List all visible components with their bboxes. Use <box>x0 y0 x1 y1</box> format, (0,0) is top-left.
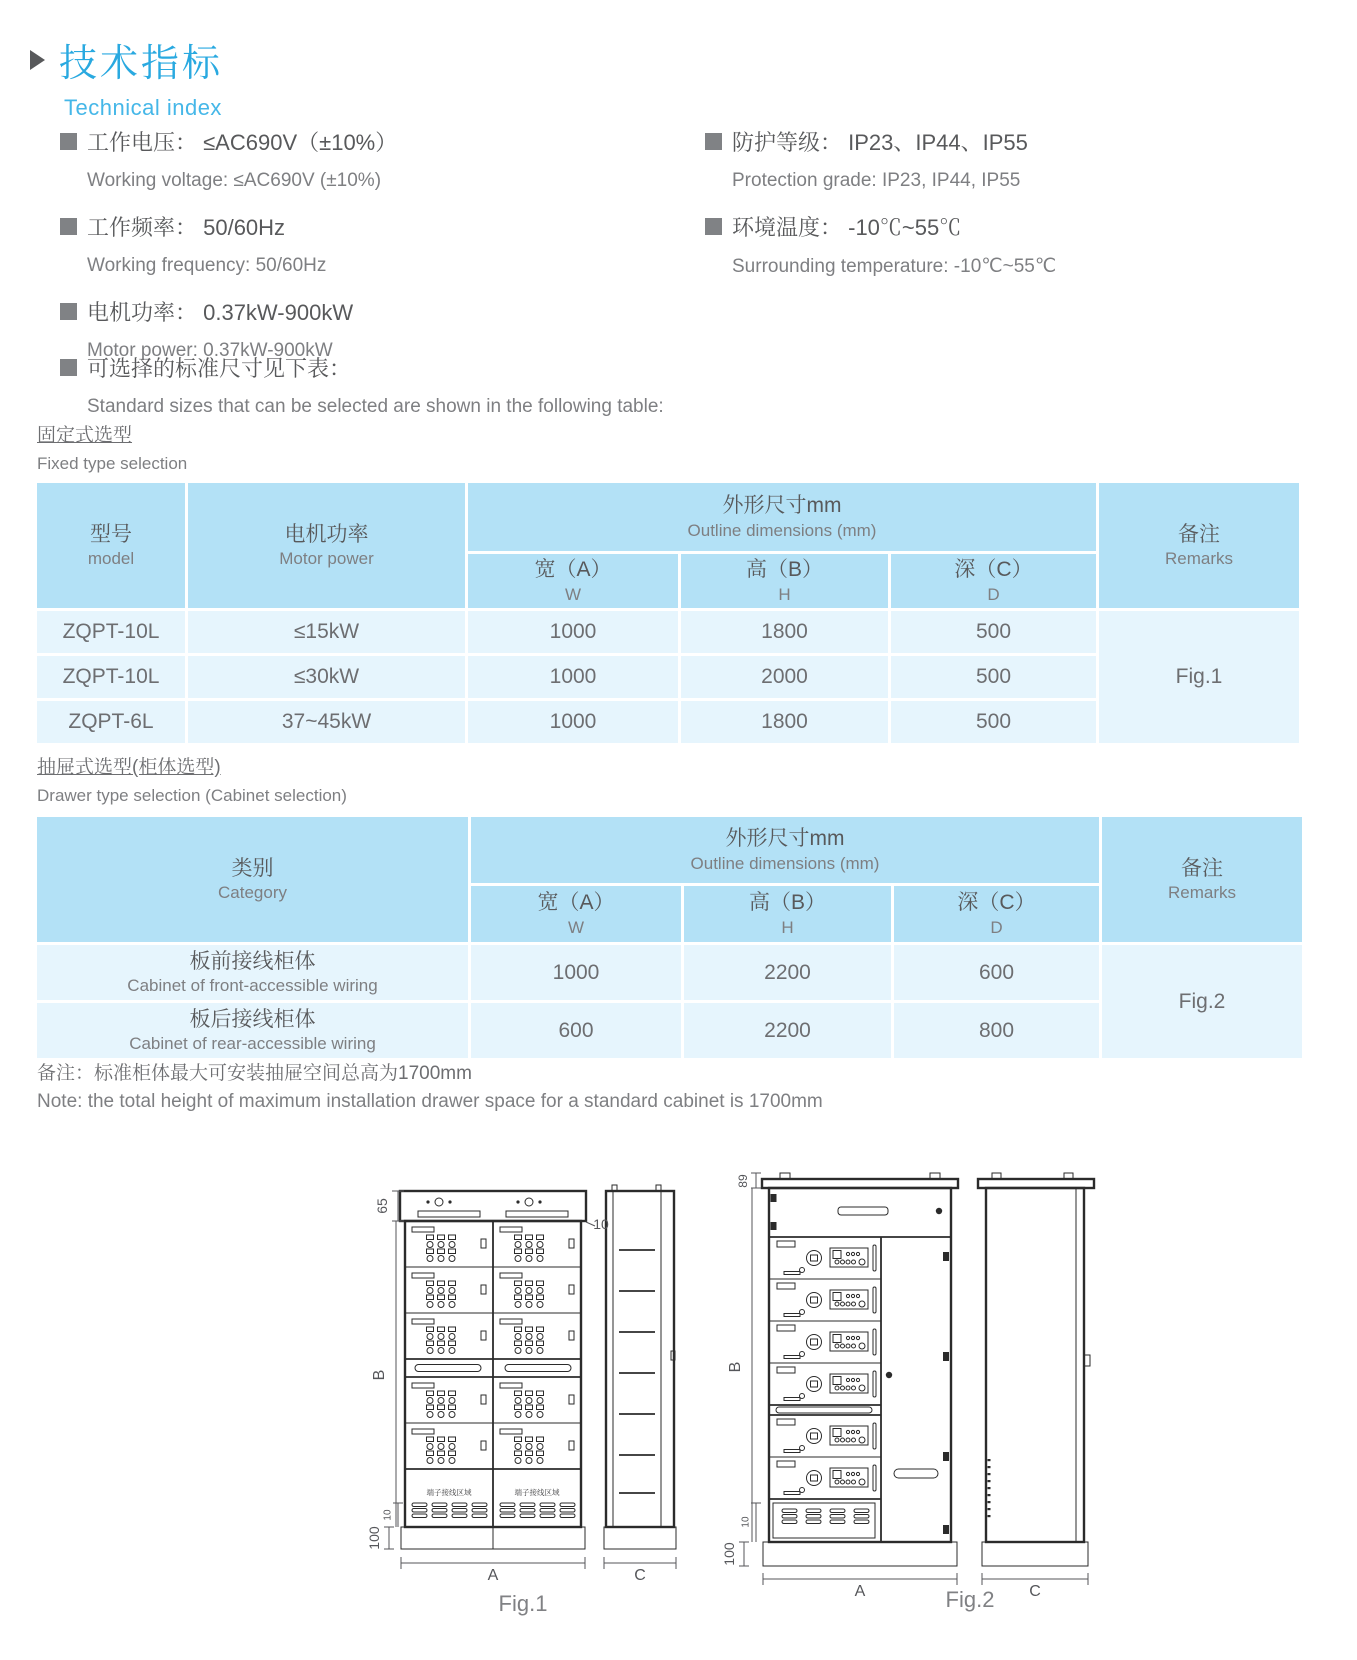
header-en: Remarks <box>1164 549 1233 568</box>
footnote-en: Note: the total height of maximum installation drawer space for a standard cabinet is 1700mm <box>37 1091 823 1112</box>
spec-item <box>60 211 680 242</box>
terminal-area-label: 端子接线区域 <box>426 1488 472 1497</box>
cell-height: 2200 <box>684 1003 891 1058</box>
category-zh: 板前接线柜体 <box>189 949 316 973</box>
spec-en-text: Working voltage: ≤AC690V (±10%) <box>87 170 382 191</box>
cell-category <box>37 1003 468 1058</box>
fixed-type-table <box>34 480 1302 746</box>
table-footnote <box>37 1058 823 1113</box>
square-bullet-icon <box>705 218 722 235</box>
header-zh: 高（B） <box>745 558 823 582</box>
spec-zh-text: 工作频率： 50/60Hz <box>87 215 286 240</box>
header-en: model <box>87 549 135 568</box>
col-header-outline-dimensions <box>471 817 1099 883</box>
header-en: W <box>567 917 585 937</box>
category-zh: 板后接线柜体 <box>189 1007 316 1031</box>
terminal-area-label: 端子接线区域 <box>514 1488 560 1497</box>
spec-item <box>60 126 680 157</box>
section-arrow-icon <box>30 50 45 70</box>
dim-65: 65 <box>374 1198 390 1214</box>
cell-power: ≤15kW <box>188 611 465 653</box>
cell-width: 1000 <box>468 611 678 653</box>
col-header-outline-dimensions <box>468 483 1096 551</box>
spec-zh-text: 电机功率： 0.37kW-900kW <box>87 300 354 325</box>
cell-depth: 500 <box>891 611 1096 653</box>
section-fixed-type <box>37 420 187 474</box>
table-row <box>37 611 1299 653</box>
fig1-caption: Fig.1 <box>498 1591 548 1616</box>
square-bullet-icon <box>60 218 77 235</box>
spec-item <box>705 126 1265 157</box>
header-zh: 电机功率 <box>284 522 369 546</box>
drawer-unit <box>500 1429 574 1464</box>
square-bullet-icon <box>60 133 77 150</box>
col-header-height <box>681 554 888 608</box>
col-header-depth <box>894 886 1099 942</box>
cell-width: 1000 <box>468 701 678 743</box>
dim-10-top: 10 <box>593 1216 609 1232</box>
cell-power: 37~45kW <box>188 701 465 743</box>
spec-item <box>60 296 680 327</box>
dim-100: 100 <box>366 1526 382 1550</box>
cell-height: 1800 <box>681 701 888 743</box>
cell-depth: 800 <box>894 1003 1099 1058</box>
square-bullet-icon <box>60 303 77 320</box>
cell-height: 2000 <box>681 656 888 698</box>
drawer-unit <box>777 1419 876 1453</box>
header-zh: 宽（A） <box>537 891 615 915</box>
drawer-unit <box>412 1227 486 1262</box>
drawer-unit <box>412 1319 486 1354</box>
drawer-unit <box>500 1319 574 1354</box>
dim-10-vent: 10 <box>382 1509 394 1521</box>
col-header-motor-power <box>188 483 465 608</box>
col-header-width <box>468 554 678 608</box>
cell-category <box>37 945 468 1000</box>
spec-en-text: Working frequency: 50/60Hz <box>87 255 327 276</box>
header-zh: 备注 <box>1181 856 1223 880</box>
cell-width: 1000 <box>471 945 681 1000</box>
header-zh: 高（B） <box>748 891 826 915</box>
drawer-unit <box>777 1283 876 1317</box>
drawer-unit <box>412 1273 486 1308</box>
col-header-width <box>471 886 681 942</box>
dim-89: 89 <box>736 1174 750 1188</box>
section-label-en: Fixed type selection <box>37 454 188 473</box>
header-zh: 宽（A） <box>534 558 612 582</box>
fig1-cabinet-drawing <box>358 1125 688 1585</box>
cell-depth: 500 <box>891 656 1096 698</box>
drawer-unit <box>500 1383 574 1418</box>
dim-10-vent: 10 <box>740 1516 752 1528</box>
header-en: D <box>990 917 1003 937</box>
spec-en-text: Protection grade: IP23, IP44, IP55 <box>732 170 1021 191</box>
section-label-en: Drawer type selection (Cabinet selection) <box>37 786 347 805</box>
col-header-category <box>37 817 468 942</box>
cell-remark: Fig.1 <box>1099 611 1299 743</box>
section-label-zh: 抽屉式选型(柜体选型) <box>37 757 221 778</box>
fig1-block <box>358 1125 688 1590</box>
table-row <box>37 945 1302 1000</box>
cell-depth: 600 <box>894 945 1099 1000</box>
col-header-height <box>684 886 891 942</box>
spec-item <box>705 211 1265 242</box>
header-zh: 外形尺寸mm <box>725 827 845 851</box>
drawer-unit <box>777 1241 876 1275</box>
cell-power: ≤30kW <box>188 656 465 698</box>
square-bullet-icon <box>60 359 77 376</box>
spec-zh-text: 防护等级： IP23、IP44、IP55 <box>732 130 1028 155</box>
header-en: Outline dimensions (mm) <box>687 520 877 540</box>
spec-list-left <box>60 126 680 381</box>
header-zh: 深（C） <box>957 891 1036 915</box>
header-zh: 深（C） <box>954 558 1033 582</box>
sizes-note-en: Standard sizes that can be selected are shown in the following table: <box>87 396 664 417</box>
header-zh: 外形尺寸mm <box>722 494 842 518</box>
cell-width: 1000 <box>468 656 678 698</box>
page-title-zh: 技术指标 <box>59 43 224 85</box>
cell-model: ZQPT-6L <box>37 701 185 743</box>
header-en: H <box>781 917 794 937</box>
cell-model: ZQPT-10L <box>37 611 185 653</box>
category-en: Cabinet of rear-accessible wiring <box>129 1034 376 1053</box>
dim-100: 100 <box>721 1542 737 1566</box>
header-en: Category <box>218 883 287 902</box>
cell-remark: Fig.2 <box>1102 945 1302 1058</box>
header-zh: 类别 <box>231 856 274 880</box>
header-en: Remarks <box>1167 883 1236 902</box>
sizes-note-zh: 可选择的标准尺寸见下表： <box>87 356 352 381</box>
dim-A: A <box>487 1567 499 1584</box>
header-zh: 型号 <box>90 522 132 546</box>
drawer-unit <box>777 1325 876 1359</box>
spec-item <box>60 352 664 383</box>
dim-B: B <box>727 1361 744 1373</box>
drawer-unit <box>777 1367 876 1401</box>
drawer-unit <box>500 1273 574 1308</box>
col-header-remarks <box>1099 483 1299 608</box>
drawer-unit <box>777 1461 876 1495</box>
drawer-unit <box>412 1383 486 1418</box>
dim-A: A <box>854 1583 866 1600</box>
section-drawer-type <box>37 752 347 806</box>
drawer-unit <box>412 1429 486 1464</box>
fig2-block <box>712 1117 1107 1614</box>
cell-width: 600 <box>471 1003 681 1058</box>
cell-height: 1800 <box>681 611 888 653</box>
spec-zh-text: 工作电压： ≤AC690V（±10%） <box>87 130 398 155</box>
dim-C: C <box>1029 1583 1041 1600</box>
col-header-depth <box>891 554 1096 608</box>
page-header <box>30 32 223 121</box>
dim-C: C <box>634 1567 646 1584</box>
spec-list-right <box>705 126 1265 297</box>
header-en: D <box>987 584 1000 604</box>
cell-model: ZQPT-10L <box>37 656 185 698</box>
fig2-cabinet-drawing <box>712 1117 1107 1609</box>
page-title-en: Technical index <box>64 95 222 120</box>
header-zh: 备注 <box>1178 522 1220 546</box>
category-en: Cabinet of front-accessible wiring <box>127 976 378 995</box>
spec-zh-text: 环境温度： -10℃~55℃ <box>732 215 962 240</box>
spec-en-text: Surrounding temperature: -10℃~55℃ <box>732 256 1057 277</box>
figures-section <box>0 1125 1357 1660</box>
cell-height: 2200 <box>684 945 891 1000</box>
section-label-zh: 固定式选型 <box>37 425 133 446</box>
header-en: Outline dimensions (mm) <box>690 853 880 873</box>
fig2-caption: Fig.2 <box>945 1587 995 1612</box>
drawer-unit <box>500 1227 574 1262</box>
drawer-type-table <box>34 814 1305 1061</box>
header-en: Motor power <box>279 549 374 568</box>
header-en: H <box>778 584 791 604</box>
header-en: W <box>564 584 582 604</box>
cell-depth: 500 <box>891 701 1096 743</box>
col-header-model <box>37 483 185 608</box>
footnote-zh: 备注：标准柜体最大可安装抽屉空间总高为1700mm <box>37 1063 472 1084</box>
col-header-remarks <box>1102 817 1302 942</box>
spec-en-text: Motor power: 0.37kW-900kW <box>87 340 333 361</box>
dim-B: B <box>371 1369 388 1381</box>
square-bullet-icon <box>705 133 722 150</box>
